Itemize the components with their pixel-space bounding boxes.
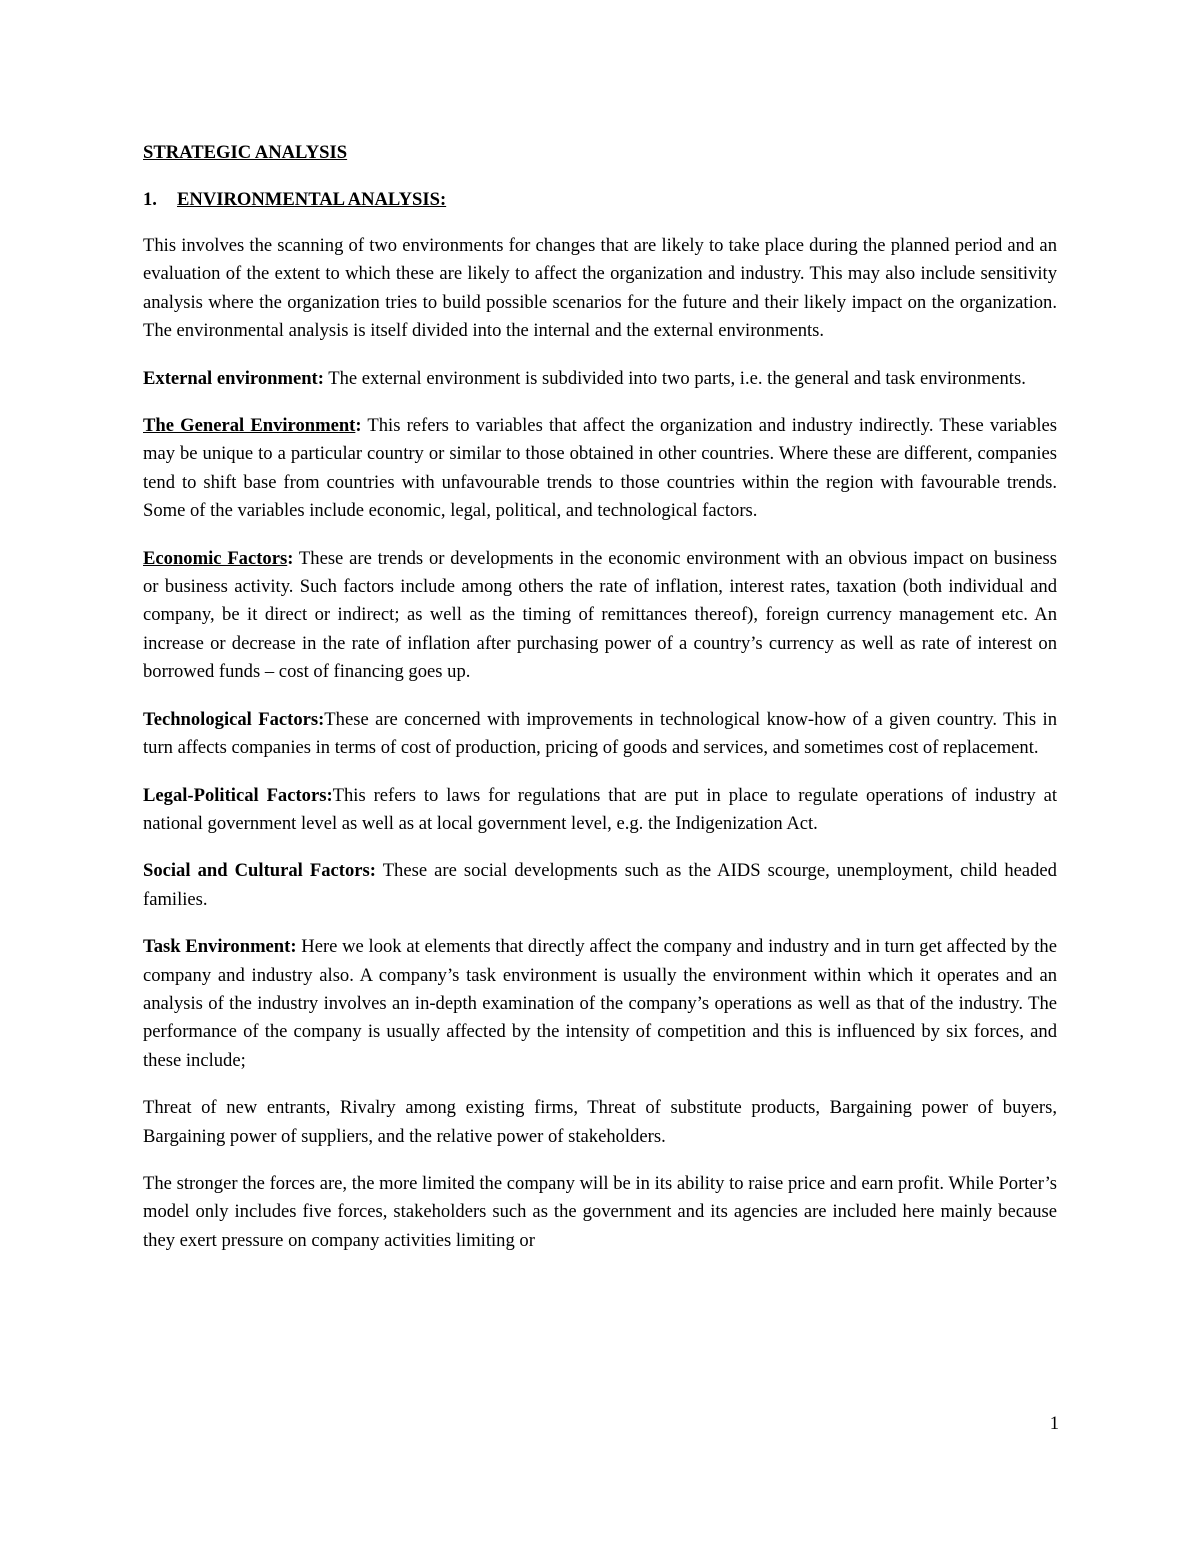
legal-political-factors-text: This refers to laws for regulations that are put in place to regulate operations of industry at national government level as well as at local government level, e.g. the Indigenization Act. <box>143 784 1057 834</box>
technological-factors-term: Technological Factors: <box>143 708 325 730</box>
economic-factors-term: Economic Factors <box>143 547 288 569</box>
section-heading-text: ENVIRONMENTAL ANALYSIS: <box>177 189 447 210</box>
general-environment-text: This refers to variables that affect the organization and industry indirectly. These variables may be unique to a particular country or similar to those obtained in other countries. Where these are different, companies tend to shift base from countries with unfavourable trends to those countries within the region with favourable trends. Some of the variables include economic, legal, political, and technological factors. <box>143 415 1057 522</box>
general-environment-term: The General Environment <box>143 415 356 437</box>
external-environment-paragraph <box>143 365 1057 393</box>
section-number: 1. <box>143 189 157 210</box>
economic-factors-text: These are trends or developments in the economic environment with an obvious impact on business or business activity. Such factors include among others the rate of inflation, interest rates, taxation (both individual and company, be it direct or indirect; as well as the timing of remittances thereof), foreign currency management etc. An increase or decrease in the rate of inflation after purchasing power of a country’s currency as well as rate of interest on borrowed funds – cost of financing goes up. <box>143 547 1057 683</box>
document-body <box>143 138 1057 1274</box>
document-title: STRATEGIC ANALYSIS <box>143 142 348 163</box>
task-environment-term: Task Environment: <box>143 936 297 958</box>
external-environment-text: The external environment is subdivided into two parts, i.e. the general and task environments. <box>323 367 1026 389</box>
general-environment-colon: : <box>355 415 362 437</box>
legal-political-factors-paragraph <box>143 782 1057 839</box>
technological-factors-text: These are concerned with improvements in technological know-how of a given country. This in turn affects companies in terms of cost of production, pricing of goods and services, and sometimes cost of replacement. <box>143 708 1057 759</box>
external-environment-term: External environment: <box>143 367 324 389</box>
legal-political-factors-term: Legal-Political Factors: <box>143 784 333 806</box>
page-number: 1 <box>1049 1413 1059 1434</box>
economic-factors-colon: : <box>287 547 294 569</box>
task-environment-paragraph <box>143 933 1057 1075</box>
economic-factors-paragraph <box>143 545 1057 687</box>
intro-paragraph: This involves the scanning of two environments for changes that are likely to take place during the planned period and an evaluation of the extent to which these are likely to affect the organization and industry. This may also include sensitivity analysis where the organization tries to build possible scenarios for the future and their likely impact on the organization. The environmental analysis is itself divided into the internal and the external environments. <box>143 235 1057 342</box>
social-cultural-factors-text: These are social developments such as the AIDS scourge, unemployment, child headed families. <box>143 860 1057 910</box>
technological-factors-paragraph <box>143 706 1057 763</box>
section-heading <box>143 185 1057 215</box>
task-environment-text: Here we look at elements that directly affect the company and industry and in turn get affected by the company and industry also. A company’s task environment is usually the environment within which it operates and an analysis of the industry involves an in-depth examination of the company’s operations as well as that of the industry. The performance of the company is usually affected by the intensity of competition and this is influenced by six forces, and these include; <box>143 936 1057 1071</box>
general-environment-paragraph <box>143 412 1057 526</box>
social-cultural-factors-paragraph <box>143 857 1057 914</box>
forces-paragraph: Threat of new entrants, Rivalry among existing firms, Threat of substitute products, Bargaining power of buyers, Bargaining power of suppliers, and the relative power of stakeholders. <box>143 1097 1057 1147</box>
closing-paragraph: The stronger the forces are, the more limited the company will be in its ability to raise price and earn profit. While Porter’s model only includes five forces, stakeholders such as the government and its agencies are included here mainly because they exert pressure on company activities limiting or <box>143 1172 1057 1251</box>
social-cultural-factors-term: Social and Cultural Factors: <box>143 860 376 882</box>
